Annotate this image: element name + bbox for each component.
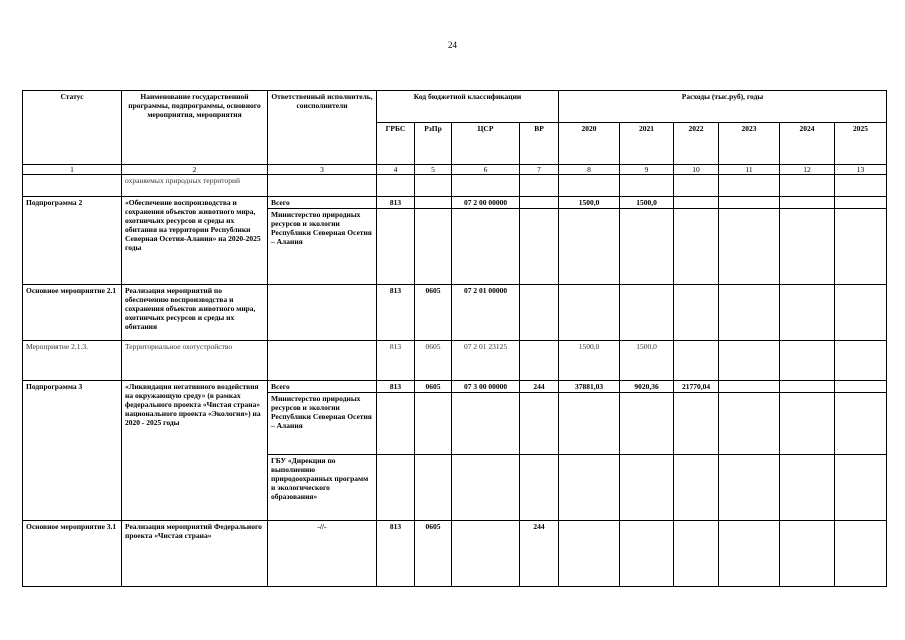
col-num: 7	[520, 165, 559, 175]
row-2020: 37881,03	[559, 381, 620, 393]
header-year-2020: 2020	[559, 123, 620, 165]
row-name: «Обеспечение воспроизводства и сохранения объектов животного мира, охотничьих ресурсов и среды их обитания на территории Республики Северная Осетия-Алания» на 2020-2025 годы	[122, 197, 268, 285]
row-executor-ministry: Министерство природных ресурсов и экологии Республики Северная Осетия – Алания	[268, 209, 377, 285]
row-grbs: 813	[377, 521, 415, 587]
row-name: Территориальное охотустройство	[122, 341, 268, 381]
header-name: Наименование государственной программы, подпрограммы, основного мероприятия, мероприятия	[122, 91, 268, 165]
row-grbs: 813	[377, 381, 415, 393]
row-status: Подпрограмма 2	[23, 197, 122, 285]
row-name: Реализация мероприятий по обеспечению воспроизводства и сохранения объектов животного мира, охотничьих ресурсов и среды их обитания	[122, 285, 268, 341]
col-num: 4	[377, 165, 415, 175]
header-expenses: Расходы (тыс.руб), годы	[559, 91, 887, 123]
col-num: 12	[780, 165, 835, 175]
row-2021: 1500,0	[620, 197, 674, 209]
col-num: 11	[719, 165, 780, 175]
row-vr: 244	[520, 381, 559, 393]
row-rzpr: 0605	[415, 341, 452, 381]
col-num: 3	[268, 165, 377, 175]
row-name: Реализация мероприятий Федерального проекта «Чистая страна»	[122, 521, 268, 587]
row-status: Основное мероприятие 3.1	[23, 521, 122, 587]
row-status: Основное мероприятие 2.1	[23, 285, 122, 341]
col-num: 10	[674, 165, 719, 175]
row-2021: 9020,36	[620, 381, 674, 393]
row-csr: 07 2 01 23125	[452, 341, 520, 381]
header-grbs: ГРБС	[377, 123, 415, 165]
table-row	[23, 285, 887, 341]
row-2022: 21770,04	[674, 381, 719, 393]
row-csr: 07 2 01 00000	[452, 285, 520, 341]
header-csr: ЦСР	[452, 123, 520, 165]
col-num: 9	[620, 165, 674, 175]
row-csr: 07 2 00 00000	[452, 197, 520, 209]
row-status: Мероприятие 2.1.3.	[23, 341, 122, 381]
row-executor-total: Всего	[268, 197, 377, 209]
header-budget-code: Код бюджетной классификации	[377, 91, 559, 123]
row-executor: -//-	[268, 521, 377, 587]
row-2021: 1500,0	[620, 341, 674, 381]
row-executor-total: Всего	[268, 381, 377, 393]
table-row	[23, 521, 887, 587]
page-number: 24	[448, 40, 457, 50]
row-csr: 07 3 00 00000	[452, 381, 520, 393]
row-rzpr: 0605	[415, 381, 452, 393]
row-name: «Ликвидация негативного воздействия на окружающую среду» (в рамках федерального проекта «Чистая страна» национального проекта «Экология») на 2020 - 2025 годы	[122, 381, 268, 521]
col-num: 5	[415, 165, 452, 175]
header-row-1	[23, 91, 887, 123]
header-year-2022: 2022	[674, 123, 719, 165]
table-row	[23, 381, 887, 393]
header-year-2025: 2025	[835, 123, 887, 165]
header-year-2024: 2024	[780, 123, 835, 165]
row-name: охраняемых природных территорий	[122, 175, 268, 197]
row-grbs: 813	[377, 197, 415, 209]
col-num: 2	[122, 165, 268, 175]
row-2020: 1500,0	[559, 197, 620, 209]
header-year-2023: 2023	[719, 123, 780, 165]
row-grbs: 813	[377, 341, 415, 381]
row-executor-gbu: ГБУ «Дирекция по выполнению природоохранных программ и экологического образования»	[268, 455, 377, 521]
col-num: 8	[559, 165, 620, 175]
row-executor-ministry: Министерство природных ресурсов и экологии Республики Северная Осетия – Алания	[268, 393, 377, 455]
col-num: 1	[23, 165, 122, 175]
row-rzpr: 0605	[415, 521, 452, 587]
col-num: 6	[452, 165, 520, 175]
row-vr: 244	[520, 521, 559, 587]
table-row	[23, 175, 887, 197]
table-row	[23, 341, 887, 381]
row-rzpr: 0605	[415, 285, 452, 341]
header-executor: Ответственный исполнитель, соисполнители	[268, 91, 377, 165]
table-row	[23, 197, 887, 209]
col-num: 13	[835, 165, 887, 175]
header-rzpr: РзПр	[415, 123, 452, 165]
column-number-row	[23, 165, 887, 175]
header-year-2021: 2021	[620, 123, 674, 165]
row-status: Подпрограмма 3	[23, 381, 122, 521]
header-vr: ВР	[520, 123, 559, 165]
budget-table	[22, 90, 887, 587]
header-status: Статус	[23, 91, 122, 165]
row-2020: 1500,0	[559, 341, 620, 381]
row-grbs: 813	[377, 285, 415, 341]
